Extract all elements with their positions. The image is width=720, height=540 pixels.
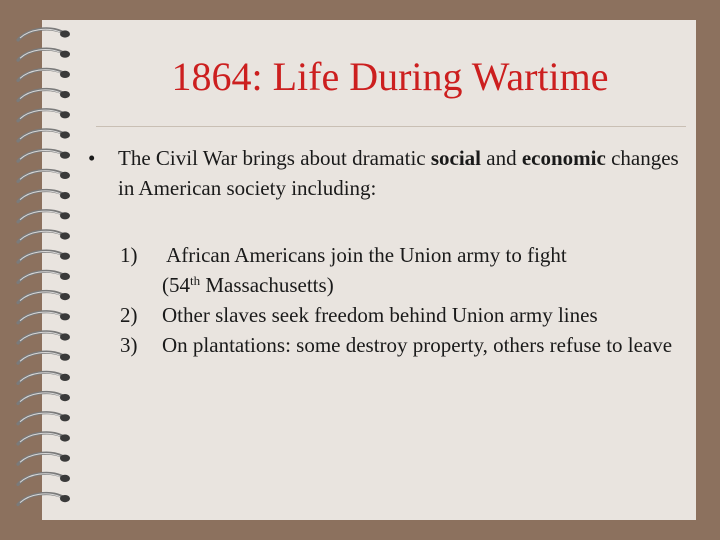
bold-word-economic: economic [521, 146, 606, 170]
item-line-text: African Americans join the Union army to fight [162, 243, 567, 267]
item-line-text: Massachusetts) [200, 273, 334, 297]
spiral-ring [18, 69, 70, 80]
list-item [120, 330, 690, 360]
spiral-ring [18, 393, 70, 404]
spiral-ring [18, 130, 70, 141]
list-item-line [162, 240, 690, 270]
spiral-ring [18, 191, 70, 202]
list-item [120, 240, 690, 300]
spiral-ring [18, 433, 70, 444]
spiral-ring [18, 453, 70, 464]
spiral-binding [10, 26, 80, 526]
list-item-line [162, 270, 690, 300]
spiral-ring [18, 292, 70, 303]
spiral-ring [18, 413, 70, 424]
list-item [120, 300, 690, 330]
bullet-text-part: changes in American society including: [118, 146, 679, 200]
bullet-text-part: The Civil War brings about dramatic [118, 146, 431, 170]
list-number: 1) [120, 243, 138, 267]
spiral-ring [18, 494, 70, 505]
list-item-text [162, 240, 690, 300]
spiral-ring [18, 49, 70, 60]
bullet-marker: • [88, 146, 96, 170]
spiral-ring [18, 473, 70, 484]
title-divider [96, 126, 686, 127]
spiral-ring [18, 110, 70, 121]
spiral-ring [18, 231, 70, 242]
list-item-text: Other slaves seek freedom behind Union army lines [162, 303, 598, 327]
bold-word-social: social [430, 146, 482, 170]
list-item-text: On plantations: some destroy property, others refuse to leave [162, 333, 673, 357]
spiral-ring [18, 352, 70, 363]
bullet-text-part: and [481, 146, 522, 170]
bullet-text [118, 143, 688, 203]
list-number: 3) [120, 333, 138, 357]
spiral-ring [18, 29, 70, 40]
spiral-ring [18, 150, 70, 161]
spiral-ring [18, 312, 70, 323]
spiral-ring [18, 251, 70, 262]
slide-title: 1864: Life During Wartime [171, 54, 609, 99]
spiral-ring [18, 211, 70, 222]
list-number: 2) [120, 303, 138, 327]
ordinal-suffix: th [190, 273, 201, 288]
spiral-ring [18, 271, 70, 282]
item-line-text: (54 [162, 273, 190, 297]
spiral-ring [18, 372, 70, 383]
spiral-ring [18, 332, 70, 343]
spiral-ring [18, 170, 70, 181]
spiral-ring [18, 90, 70, 101]
numbered-list [120, 240, 690, 360]
